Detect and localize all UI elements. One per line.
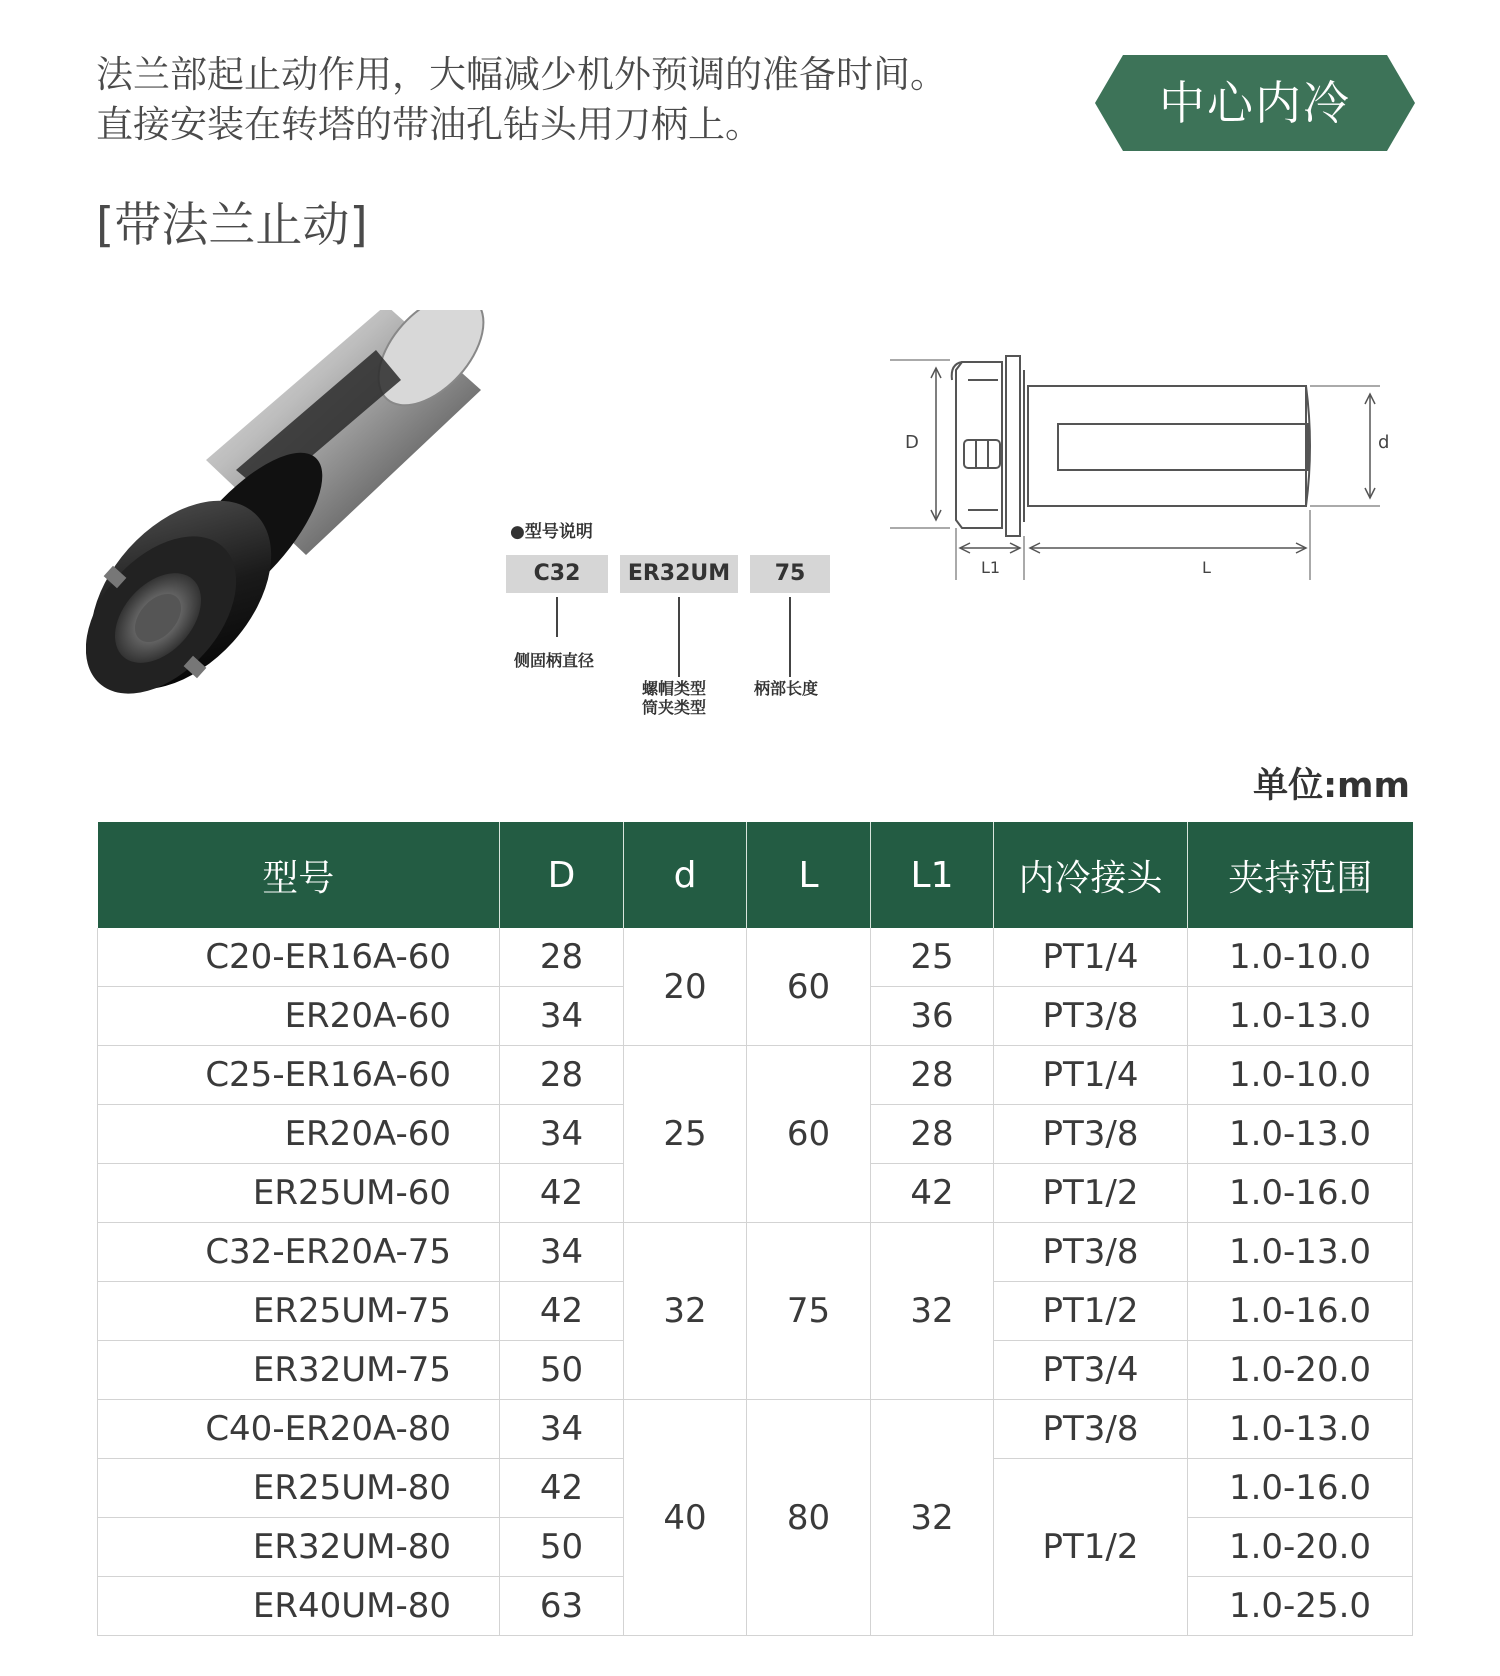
cell-L1: 36 <box>871 987 994 1046</box>
header-clamping-range: 夹持范围 <box>1188 822 1413 928</box>
cell-D: 34 <box>500 987 624 1046</box>
table-row <box>98 1223 1413 1282</box>
dimension-L-label: L <box>1202 558 1211 577</box>
cell-coolant: PT3/8 <box>994 1223 1188 1282</box>
intro-line-1: 法兰部起止动作用，大幅减少机外预调的准备时间。 <box>96 53 947 96</box>
cell-model: ER25UM-75 <box>98 1282 500 1341</box>
cell-L1: 32 <box>871 1400 994 1636</box>
cell-range: 1.0-16.0 <box>1188 1459 1413 1518</box>
header-D: D <box>500 822 624 928</box>
header-L: L <box>747 822 871 928</box>
code-shank-length: 75 <box>750 555 830 593</box>
label-shank-diameter: 侧固柄直径 <box>514 651 595 670</box>
cell-D: 63 <box>500 1577 624 1636</box>
cell-D: 42 <box>500 1459 624 1518</box>
cell-d: 40 <box>624 1400 747 1636</box>
table-header-row <box>98 822 1413 928</box>
cell-range: 1.0-16.0 <box>1188 1164 1413 1223</box>
cell-model: ER20A-60 <box>98 1105 500 1164</box>
model-explain-heading: ●型号说明 <box>510 522 593 542</box>
cell-d: 32 <box>624 1223 747 1400</box>
cell-range: 1.0-10.0 <box>1188 928 1413 987</box>
intro-line-2: 直接安装在转塔的带油孔钻头用刀柄上。 <box>96 103 762 146</box>
cell-range: 1.0-16.0 <box>1188 1282 1413 1341</box>
cell-L: 80 <box>747 1400 871 1636</box>
leader-line <box>556 597 558 637</box>
table-row <box>98 1046 1413 1105</box>
cell-coolant: PT1/4 <box>994 1046 1188 1105</box>
leader-line <box>678 597 680 677</box>
dimension-L1-label: L1 <box>981 558 1001 577</box>
cell-range: 1.0-13.0 <box>1188 1400 1413 1459</box>
cell-model: ER20A-60 <box>98 987 500 1046</box>
label-nut-type: 螺帽类型 <box>642 679 707 698</box>
cell-d: 25 <box>624 1046 747 1223</box>
cell-range: 1.0-25.0 <box>1188 1577 1413 1636</box>
cell-model: C40-ER20A-80 <box>98 1400 500 1459</box>
header-d: d <box>624 822 747 928</box>
cell-D: 34 <box>500 1400 624 1459</box>
cell-D: 42 <box>500 1282 624 1341</box>
cell-model: ER25UM-60 <box>98 1164 500 1223</box>
cell-D: 34 <box>500 1223 624 1282</box>
cell-L1: 25 <box>871 928 994 987</box>
leader-line <box>789 597 791 677</box>
label-shank-length: 柄部长度 <box>754 679 819 698</box>
cell-L1: 42 <box>871 1164 994 1223</box>
cell-model: ER32UM-75 <box>98 1341 500 1400</box>
cell-L1: 32 <box>871 1223 994 1400</box>
dimension-D-label: D <box>905 432 919 453</box>
cell-model: ER25UM-80 <box>98 1459 500 1518</box>
header-model: 型号 <box>98 822 500 928</box>
cell-coolant: PT1/2 <box>994 1282 1188 1341</box>
dimension-d-label: d <box>1378 432 1390 453</box>
cell-coolant: PT1/4 <box>994 928 1188 987</box>
cell-coolant: PT3/8 <box>994 1105 1188 1164</box>
cell-range: 1.0-20.0 <box>1188 1518 1413 1577</box>
cell-coolant: PT1/2 <box>994 1164 1188 1223</box>
table-row <box>98 928 1413 987</box>
technical-drawing <box>890 350 1420 594</box>
table-row <box>98 1400 1413 1459</box>
cell-L: 60 <box>747 928 871 1046</box>
category-badge <box>1095 55 1415 151</box>
cell-coolant: PT3/4 <box>994 1341 1188 1400</box>
cell-model: ER32UM-80 <box>98 1518 500 1577</box>
cell-model: C32-ER20A-75 <box>98 1223 500 1282</box>
model-explanation <box>500 515 860 735</box>
cell-L1: 28 <box>871 1046 994 1105</box>
cell-coolant: PT3/8 <box>994 987 1188 1046</box>
cell-D: 28 <box>500 1046 624 1105</box>
cell-D: 42 <box>500 1164 624 1223</box>
header-coolant-connector: 内冷接头 <box>994 822 1188 928</box>
spec-table <box>97 822 1413 1636</box>
cell-d: 20 <box>624 928 747 1046</box>
cell-range: 1.0-10.0 <box>1188 1046 1413 1105</box>
code-nut-type: ER32UM <box>620 555 738 593</box>
cell-D: 34 <box>500 1105 624 1164</box>
cell-D: 50 <box>500 1518 624 1577</box>
product-photo <box>86 310 506 714</box>
cell-L: 75 <box>747 1223 871 1400</box>
unit-label: 单位:mm <box>1253 766 1410 806</box>
cell-range: 1.0-13.0 <box>1188 1105 1413 1164</box>
label-collet-type: 筒夹类型 <box>642 698 707 717</box>
badge-label: 中心内冷 <box>1159 76 1351 130</box>
cell-model: C25-ER16A-60 <box>98 1046 500 1105</box>
cell-range: 1.0-13.0 <box>1188 987 1413 1046</box>
cell-coolant: PT3/8 <box>994 1400 1188 1459</box>
cell-L1: 28 <box>871 1105 994 1164</box>
header-L1: L1 <box>871 822 994 928</box>
intro-text <box>96 50 947 150</box>
code-shank-diameter: C32 <box>506 555 608 593</box>
cell-range: 1.0-20.0 <box>1188 1341 1413 1400</box>
cell-model: C20-ER16A-60 <box>98 928 500 987</box>
cell-D: 28 <box>500 928 624 987</box>
cell-L: 60 <box>747 1046 871 1223</box>
cell-model: ER40UM-80 <box>98 1577 500 1636</box>
section-title: [带法兰止动] <box>96 198 368 253</box>
cell-range: 1.0-13.0 <box>1188 1223 1413 1282</box>
cell-coolant: PT1/2 <box>994 1459 1188 1636</box>
cell-D: 50 <box>500 1341 624 1400</box>
